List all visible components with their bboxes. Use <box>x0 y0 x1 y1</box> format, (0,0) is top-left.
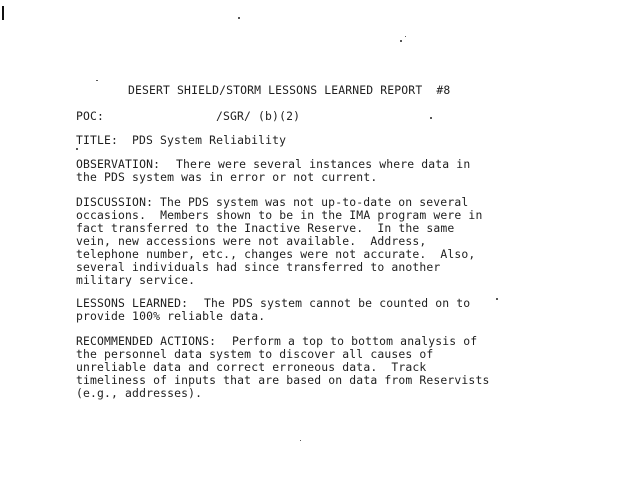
lessons-learned-label: LESSONS LEARNED: <box>76 296 189 310</box>
discussion-line: military service. <box>76 273 196 287</box>
observation-line: the PDS system was in error or not current. <box>76 170 378 184</box>
scan-speck <box>405 36 406 37</box>
recommended-actions-line: timeliness of inputs that are based on data from Reservists <box>76 373 490 387</box>
discussion-label: DISCUSSION: <box>76 195 154 209</box>
discussion-line: several individuals had since transferred to another <box>76 260 441 274</box>
recommended-actions-line: unreliable data and correct erroneous data. Track <box>76 360 427 374</box>
lessons-learned-line: provide 100% reliable data. <box>76 309 266 323</box>
scan-speck <box>238 17 240 19</box>
scan-edge-mark <box>2 6 4 20</box>
observation-line: There were several instances where data in <box>176 157 471 171</box>
recommended-actions-label: RECOMMENDED ACTIONS: <box>76 334 217 348</box>
lessons-learned-line: The PDS system cannot be counted on to <box>204 296 471 310</box>
poc-label: POC: <box>76 109 105 123</box>
report-header: DESERT SHIELD/STORM LESSONS LEARNED REPORT #8 <box>128 83 451 97</box>
scan-speck <box>300 440 301 441</box>
scan-speck <box>430 117 432 119</box>
discussion-line: fact transferred to the Inactive Reserve. In the same <box>76 221 455 235</box>
observation-label: OBSERVATION: <box>76 157 161 171</box>
poc-value: /SGR/ (b)(2) <box>216 109 301 123</box>
discussion-line: telephone number, etc., changes were not accurate. Also, <box>76 247 476 261</box>
discussion-line: vein, new accessions were not available. Address, <box>76 234 427 248</box>
scan-speck <box>76 148 78 150</box>
scan-speck <box>496 298 498 300</box>
discussion-line: The PDS system was not up-to-date on several <box>160 195 469 209</box>
recommended-actions-line: the personnel data system to discover all causes of <box>76 347 434 361</box>
scan-speck <box>400 40 402 42</box>
title-label: TITLE: <box>76 133 119 147</box>
recommended-actions-line: Perform a top to bottom analysis of <box>232 334 478 348</box>
title-value: PDS System Reliability <box>132 133 287 147</box>
recommended-actions-line: (e.g., addresses). <box>76 386 203 400</box>
discussion-line: occasions. Members shown to be in the IMA program were in <box>76 208 483 222</box>
scan-speck <box>96 80 98 81</box>
